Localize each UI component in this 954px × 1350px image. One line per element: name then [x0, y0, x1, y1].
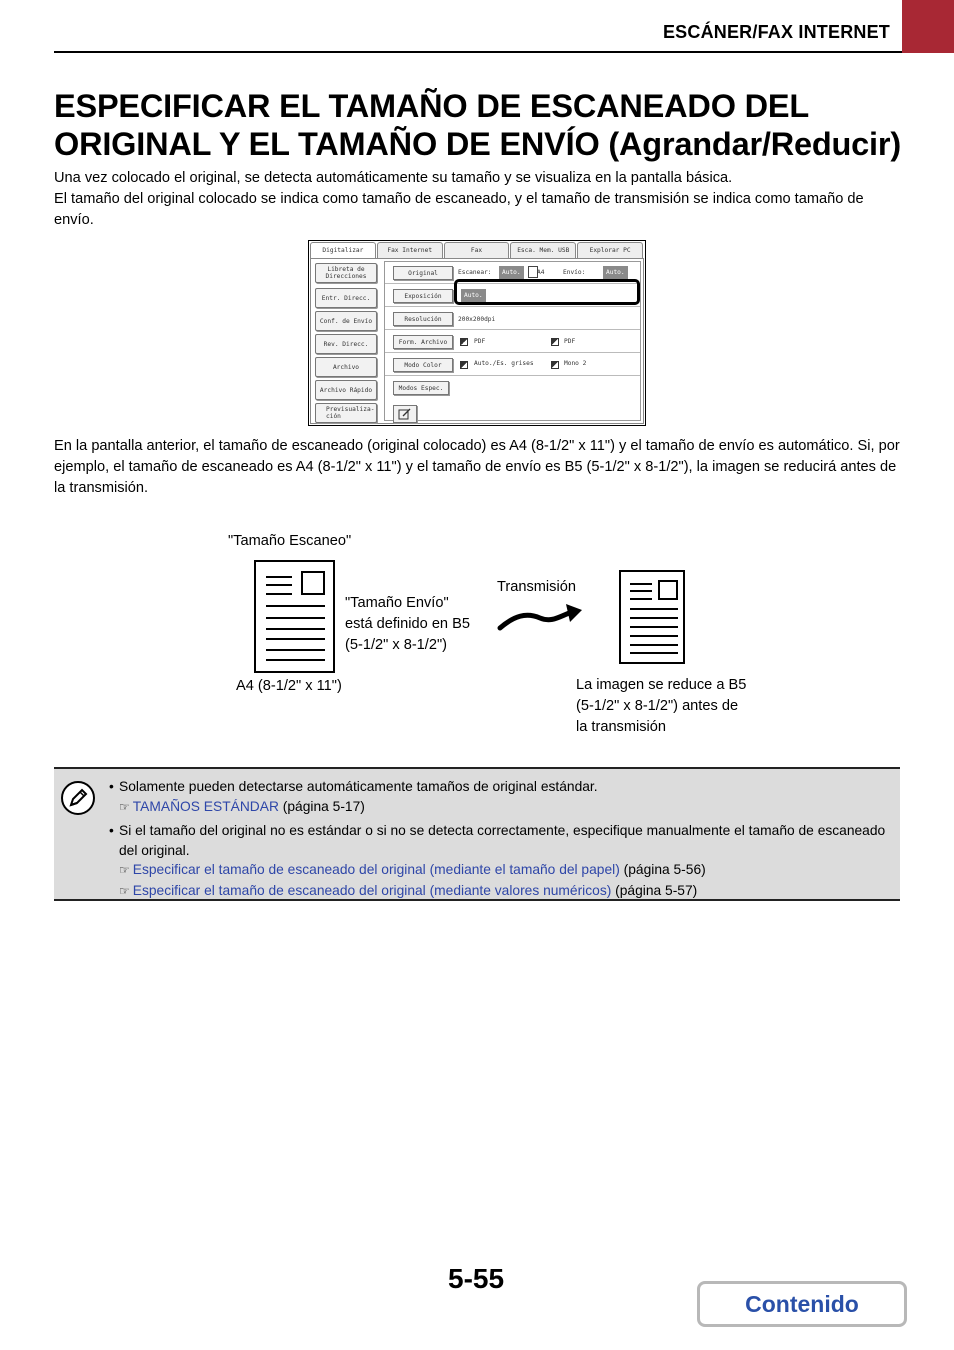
reduced-line-1: La imagen se reduce a B5 — [576, 677, 747, 693]
image-block — [658, 580, 678, 600]
reference-pointer-icon: ☞ — [119, 799, 130, 814]
page-number: 5-55 — [448, 1263, 505, 1294]
color-value-1: Auto./Es. grises — [474, 360, 534, 367]
pencil-note-icon — [61, 781, 95, 815]
resolution-button[interactable]: Resolución — [393, 312, 453, 326]
send-size-label — [345, 593, 470, 656]
send-label: Envío: — [563, 269, 586, 276]
mode-tabs — [310, 242, 644, 259]
standard-sizes-link[interactable]: TAMAÑOS ESTÁNDAR — [132, 798, 279, 814]
screen-body — [310, 258, 644, 424]
file-format-row — [385, 331, 640, 353]
job-program-button[interactable] — [393, 405, 417, 423]
numeric-values-link[interactable]: Especificar el tamaño de escaneado del original (mediante valores numéricos) — [132, 882, 612, 898]
resolution-value: 200x200dpi — [458, 316, 496, 323]
reduced-line-3: la transmisión — [576, 719, 667, 735]
address-entry-button[interactable]: Entr. Direcc. — [315, 288, 377, 308]
note-ref-1 — [109, 797, 889, 818]
color-mode-button[interactable]: Modo Color — [393, 358, 453, 372]
address-review-button[interactable]: Rev. Direcc. — [315, 334, 377, 354]
color-value-2: Mono 2 — [564, 360, 587, 367]
text-line — [630, 608, 678, 610]
tab-fax[interactable]: Fax — [444, 242, 510, 259]
tab-esca-mem-usb[interactable]: Esca. Mem. USB — [510, 242, 576, 259]
special-modes-row — [385, 377, 640, 399]
text-line — [266, 649, 325, 651]
file-button[interactable]: Archivo — [315, 357, 377, 377]
scan-size-label: "Tamaño Escaneo" — [228, 533, 352, 549]
file-format-button[interactable]: Form. Archivo — [393, 335, 453, 349]
text-line — [266, 605, 325, 607]
text-line — [266, 659, 325, 661]
reduced-label — [576, 675, 746, 738]
b5-reduced-icon — [619, 570, 685, 664]
scan-label: Escanear: — [458, 269, 492, 276]
text-line — [266, 638, 325, 640]
text-line — [630, 626, 678, 628]
send-size-line-1: "Tamaño Envío" — [345, 595, 449, 611]
transmission-arrow-icon — [496, 600, 584, 634]
note-box — [54, 767, 900, 901]
format-value-2: PDF — [564, 338, 576, 345]
ref-1-page: (página 5-17) — [282, 798, 365, 814]
text-line — [630, 644, 678, 646]
send-size-value: Auto. — [603, 266, 628, 279]
transmission-label: Transmisión — [497, 579, 576, 595]
intro-line-2: El tamaño del original colocado se indica como tamaño de escaneado, y el tamaño de transmisión se indica como tamaño de envío. — [54, 191, 864, 228]
ref-2-page: (página 5-56) — [623, 862, 706, 877]
a4-original-icon — [254, 560, 335, 673]
scanner-screen-mockup — [308, 240, 646, 426]
reduced-line-2: (5-1/2" x 8-1/2") antes de — [576, 698, 739, 714]
ref-3-page: (página 5-57) — [615, 882, 698, 898]
tab-explorar-pc[interactable]: Explorar PC — [577, 242, 643, 259]
image-block — [301, 571, 325, 595]
address-book-button[interactable] — [315, 263, 377, 283]
text-line — [630, 590, 652, 592]
tab-fax-internet[interactable]: Fax Internet — [377, 242, 443, 259]
text-line — [630, 583, 652, 585]
note-item-2: • Si el tamaño del original no es estándar o si no se detecta correctamente, especifique manualmente el tamaño de escaneado del original. — [109, 821, 889, 860]
section-title: ESCÁNER/FAX INTERNET — [662, 22, 890, 42]
format-icon-1 — [460, 338, 468, 346]
note-item-1: • Solamente pueden detectarse automáticamente tamaños de original estándar. — [109, 777, 889, 797]
quick-file-button[interactable]: Archivo Rápido — [315, 380, 377, 400]
scan-size-value: Auto. — [499, 266, 524, 279]
text-line — [266, 576, 292, 578]
format-icon-2 — [551, 338, 559, 346]
resolution-row — [385, 308, 640, 330]
color-mode-row — [385, 354, 640, 376]
section-color-tab — [902, 0, 954, 53]
send-size-line-3: (5-1/2" x 8-1/2") — [345, 637, 448, 653]
contents-button[interactable]: Contenido — [697, 1281, 907, 1327]
text-line — [266, 617, 325, 619]
color-icon-1 — [460, 361, 468, 369]
page-title: ESPECIFICAR EL TAMAÑO DE ESCANEADO DEL ORIGINAL Y EL TAMAÑO DE ENVÍO (Agrandar/Reducir) — [54, 88, 901, 162]
intro-paragraph — [54, 168, 904, 231]
text-line — [630, 598, 652, 600]
send-size-line-2: está definido en B5 — [345, 616, 470, 632]
preview-label: Previsualiza-ción — [326, 406, 375, 420]
text-line — [266, 628, 325, 630]
text-line — [266, 593, 292, 595]
header-rule — [54, 51, 902, 53]
special-modes-button[interactable]: Modos Espec. — [393, 381, 449, 395]
exposure-button[interactable]: Exposición — [393, 289, 453, 303]
text-line — [630, 617, 678, 619]
text-line — [630, 652, 678, 654]
color-icon-2 — [551, 361, 559, 369]
preview-button[interactable] — [315, 403, 377, 423]
original-button[interactable]: Original — [393, 266, 453, 280]
reference-pointer-icon: ☞ — [119, 883, 130, 898]
reference-pointer-icon: ☞ — [119, 863, 130, 877]
explain-paragraph: En la pantalla anterior, el tamaño de escaneado (original colocado) es A4 (8-1/2" x 11") y el tamaño de envío es automático. Si, por ejemplo, el tamaño de escaneado es A4 (8-1/2" x 11") y el tamaño de envío es B5 (5-1/2" x 8-1/2"), la imagen se reducirá antes de la transmisión. — [54, 438, 900, 496]
a4-size-label: A4 (8-1/2" x 11") — [236, 678, 342, 694]
format-value-1: PDF — [474, 338, 486, 345]
send-settings-button[interactable]: Conf. de Envío — [315, 311, 377, 331]
size-highlight-frame — [454, 279, 640, 305]
text-line — [630, 635, 678, 637]
tab-digitalizar[interactable]: Digitalizar — [310, 242, 376, 259]
text-line — [266, 584, 292, 586]
note-text — [109, 777, 889, 901]
note-ref-2 — [109, 860, 889, 881]
original-size-value: A4 — [537, 269, 545, 276]
note-ref-3 — [109, 881, 889, 902]
address-book-label: Libreta de Direcciones — [325, 266, 367, 280]
exposure-value: Auto. — [461, 289, 486, 302]
edit-doc-icon — [398, 408, 412, 420]
intro-line-1: Una vez colocado el original, se detecta automáticamente su tamaño y se visualiza en la pantalla básica. — [54, 170, 733, 186]
paper-size-link[interactable]: Especificar el tamaño de escaneado del original (mediante el tamaño del papel) — [132, 862, 620, 877]
